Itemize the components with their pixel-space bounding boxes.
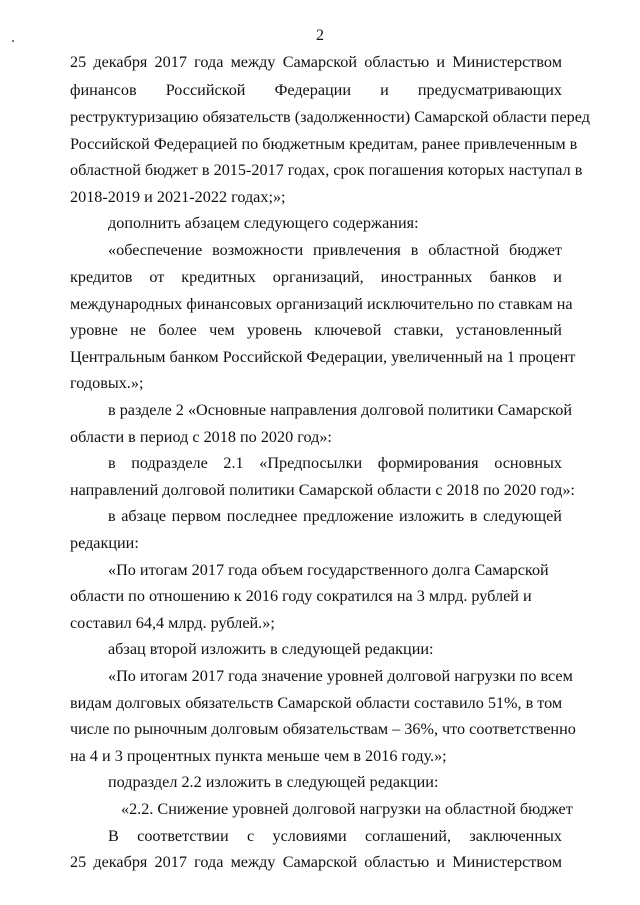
- word: в: [108, 507, 116, 525]
- text-line: международных финансовых организаций исключительно по ставкам на: [70, 295, 573, 313]
- word: ставки,: [393, 321, 444, 339]
- word: формирования: [377, 454, 479, 472]
- text-line: абзац второй изложить в следующей редакции:: [108, 640, 434, 658]
- word: чем: [209, 321, 235, 339]
- word: областью: [364, 853, 430, 871]
- text-line: [70, 267, 562, 287]
- word: Самарской: [282, 853, 358, 871]
- word: Федерации: [274, 81, 352, 99]
- word: областью: [364, 53, 430, 71]
- word: банков: [489, 268, 537, 286]
- word: года: [194, 53, 224, 71]
- word: от: [149, 268, 165, 286]
- word: года: [194, 853, 224, 871]
- word: «Предпосылки: [259, 454, 363, 472]
- text-line: годовых.»;: [70, 374, 144, 392]
- word: между: [230, 853, 276, 871]
- text-line: «По итогам 2017 года значение уровней долговой нагрузки по всем: [108, 667, 573, 685]
- word: заключенных: [469, 827, 562, 845]
- word: уровне: [70, 321, 118, 339]
- word: 2017: [154, 853, 187, 871]
- word: 2017: [154, 53, 187, 71]
- word: последнее: [226, 507, 298, 525]
- text-line: [108, 453, 562, 473]
- text-line: области в период с 2018 по 2020 год»:: [70, 428, 332, 446]
- text-line: [70, 320, 562, 340]
- text-line: направлений долговой политики Самарской области с 2018 по 2020 год»:: [70, 481, 575, 499]
- word: и: [553, 268, 562, 286]
- text-line: редакции:: [70, 534, 139, 552]
- word: не: [130, 321, 146, 339]
- word: уровень: [246, 321, 303, 339]
- word: организаций,: [272, 268, 364, 286]
- text-line: [108, 826, 562, 846]
- word: основных: [494, 454, 562, 472]
- word: иностранных: [380, 268, 473, 286]
- text-line: [70, 852, 562, 872]
- word: декабря: [93, 53, 148, 71]
- word: и: [436, 853, 446, 871]
- word: и: [436, 53, 446, 71]
- word: В: [108, 827, 119, 845]
- word: привлечения: [313, 241, 401, 259]
- word: первом: [171, 507, 222, 525]
- word: в: [469, 507, 478, 525]
- word: между: [230, 53, 276, 71]
- word: с: [246, 827, 255, 845]
- word: соглашений,: [364, 827, 451, 845]
- word: кредитов: [70, 268, 133, 286]
- word: более: [158, 321, 197, 339]
- word: предложение: [303, 507, 394, 525]
- word: Министерством: [452, 853, 562, 871]
- word: в: [108, 454, 116, 472]
- text-line: «2.2. Снижение уровней долговой нагрузки на областной бюджет: [121, 800, 573, 818]
- word: в: [410, 241, 419, 259]
- word: условиями: [272, 827, 347, 845]
- text-line: [108, 240, 562, 260]
- word: Самарской: [282, 53, 358, 71]
- text-line: областной бюджет в 2015-2017 годах, срок погашения которых наступал в: [70, 161, 583, 179]
- word: Российской: [165, 81, 246, 99]
- word: следующей: [482, 507, 562, 525]
- word: 25: [70, 53, 87, 71]
- word: установленный: [455, 321, 562, 339]
- word: бюджет: [508, 241, 562, 259]
- word: декабря: [93, 853, 148, 871]
- word: ключевой: [314, 321, 382, 339]
- word: соответствии: [137, 827, 229, 845]
- text-line: реструктуризацию обязательств (задолженности) Самарской области перед: [70, 108, 590, 126]
- word: Министерством: [452, 53, 562, 71]
- word: областной: [428, 241, 500, 259]
- page-number: 2: [316, 27, 324, 44]
- scan-speck: [12, 40, 14, 42]
- text-line: [70, 52, 562, 72]
- text-line: числе по рыночным долговым обязательствам – 36%, что соответственно: [70, 720, 576, 738]
- word: и: [380, 81, 389, 99]
- word: «обеспечение: [108, 241, 203, 259]
- word: 25: [70, 853, 87, 871]
- text-line: [70, 80, 562, 100]
- text-line: составил 64,4 млрд. рублей.»;: [70, 614, 275, 632]
- text-line: видам долговых обязательств Самарской области составило 51%, в том: [70, 694, 563, 712]
- word: изложить: [399, 507, 465, 525]
- text-line: «По итогам 2017 года объем государственного долга Самарской: [108, 561, 549, 579]
- text-line: дополнить абзацем следующего содержания:: [108, 214, 419, 232]
- word: финансов: [70, 81, 137, 99]
- text-line: Российской Федерацией по бюджетным кредитам, ранее привлеченным в: [70, 135, 578, 153]
- text-line: Центральным банком Российской Федерации, увеличенный на 1 процент: [70, 348, 576, 366]
- text-line: в разделе 2 «Основные направления долговой политики Самарской: [108, 401, 572, 419]
- word: предусматривающих: [417, 81, 562, 99]
- word: абзаце: [121, 507, 167, 525]
- word: кредитных: [181, 268, 256, 286]
- word: 2.1: [223, 454, 244, 472]
- word: возможности: [212, 241, 304, 259]
- text-line: области по отношению к 2016 году сократился на 3 млрд. рублей и: [70, 587, 532, 605]
- text-line: на 4 и 3 процентных пункта меньше чем в 2016 году.»;: [70, 747, 447, 765]
- word: подразделе: [131, 454, 208, 472]
- text-line: 2018-2019 и 2021-2022 годах;»;: [70, 188, 286, 206]
- text-line: [108, 506, 562, 526]
- text-line: подраздел 2.2 изложить в следующей редакции:: [108, 773, 439, 791]
